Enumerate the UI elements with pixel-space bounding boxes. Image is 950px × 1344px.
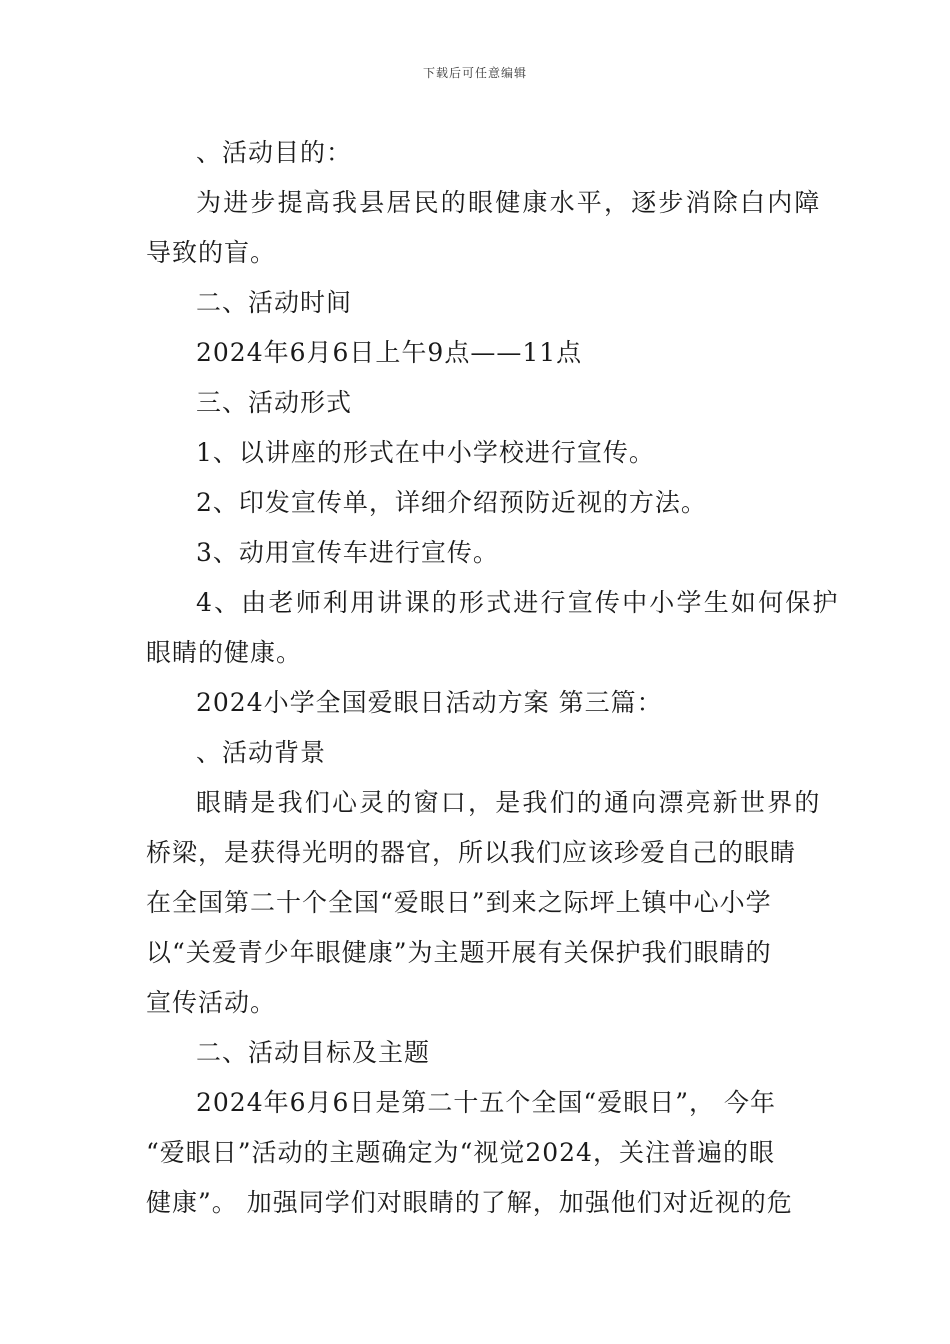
- line-background-text-5: 宣传活动。: [146, 988, 277, 1017]
- page-header: 下载后可任意编辑: [422, 66, 527, 80]
- line-form-item-1: 1、以讲座的形式在中小学校进行宣传。: [196, 438, 655, 467]
- line-section-purpose-heading: 、活动目的：: [196, 138, 353, 167]
- line-background-text-2: 桥梁，是获得光明的器官，所以我们应该珍爱自己的眼睛: [146, 838, 797, 867]
- line-form-item-3: 3、动用宣传车进行宣传。: [196, 538, 499, 567]
- line-form-item-2: 2、印发宣传单，详细介绍预防近视的方法。: [196, 488, 707, 517]
- line-background-text-4: 以“关爱青少年眼健康”为主题开展有关保护我们眼睛的: [146, 938, 772, 967]
- line-form-item-4: 4、由老师利用讲课的形式进行宣传中小学生如何保护: [196, 588, 840, 617]
- line-goal-text-1: 2024年6月6日是第二十五个全国“爱眼日”， 今年: [196, 1088, 776, 1117]
- line-purpose-text-1: 为进步提高我县居民的眼健康水平，逐步消除白内障: [196, 188, 822, 217]
- line-goal-text-2: “爱眼日”活动的主题确定为“视觉2024，关注普遍的眼: [146, 1138, 775, 1167]
- line-background-text-3: 在全国第二十个全国“爱眼日”到来之际坪上镇中心小学: [146, 888, 772, 917]
- document-body: [146, 128, 840, 1228]
- line-part-three-title: 2024小学全国爱眼日活动方案 第三篇：: [196, 688, 663, 717]
- line-background-text-1: 眼睛是我们心灵的窗口，是我们的通向漂亮新世界的: [196, 788, 822, 817]
- line-section-background-heading: 、活动背景: [196, 738, 327, 767]
- line-form-item-4-cont: 眼睛的健康。: [146, 638, 303, 667]
- line-time-text: 2024年6月6日上午9点——11点: [196, 338, 583, 367]
- line-section-goal-heading: 二、活动目标及主题: [196, 1038, 431, 1067]
- line-purpose-text-2: 导致的盲。: [146, 238, 277, 267]
- line-goal-text-3: 健康”。 加强同学们对眼睛的了解，加强他们对近视的危: [146, 1188, 793, 1217]
- line-section-form-heading: 三、活动形式: [196, 388, 353, 417]
- line-section-time-heading: 二、活动时间: [196, 288, 353, 317]
